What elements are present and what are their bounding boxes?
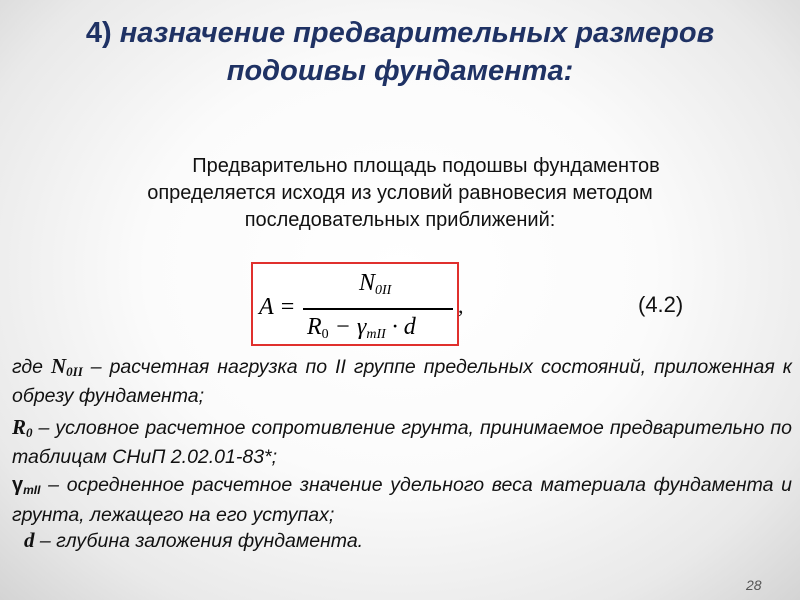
symbol-n0ii: $N_{0II}$ xyxy=(51,354,83,379)
definition-r0: $R_0$ – условное расчетное сопротивление грунта, принимаемое предварительно по таблицам СНиП 2.02.01-83*; xyxy=(12,415,792,468)
intro-line-1: Предварительно площадь подошвы фундаментов xyxy=(192,155,660,177)
intro-line-2: определяется исходя из условий равновесия методом xyxy=(147,182,653,204)
formula-box xyxy=(251,262,459,346)
title-number: 4) xyxy=(85,17,112,49)
symbol-d: d xyxy=(24,528,35,552)
formula-lhs: A = xyxy=(259,294,296,320)
title-line-2: подошвы фундамента: xyxy=(226,55,574,87)
formula-denominator: $R_0 - \gamma_{mII} \cdot d$ xyxy=(307,314,416,342)
symbol-gamma-mii: $\gamma_{mII}$ xyxy=(12,474,41,497)
slide-title xyxy=(0,14,800,90)
title-line-1 xyxy=(0,14,800,52)
page-number: 28 xyxy=(746,577,762,593)
intro-paragraph xyxy=(60,153,740,234)
symbol-r0: $R_0$ xyxy=(12,415,33,440)
definition-n0ii: где $N_{0II}$ – расчетная нагрузка по II группе предельных состояний, приложенная к обрезу фундамента; xyxy=(12,354,792,407)
formula-comma: , xyxy=(458,293,464,318)
definition-d: d – глубина заложения фундамента. xyxy=(24,528,364,552)
intro-line-3: последовательных приближений: xyxy=(244,209,556,231)
definition-gamma-mii: $\gamma_{mII}$ – осредненное расчетное значение удельного веса материала фундамента и грунта, лежащего на его уступах; xyxy=(12,474,792,526)
formula-numerator: $N_{0II}$ xyxy=(359,270,392,298)
fraction-bar xyxy=(303,308,453,310)
title-text-1: назначение предварительных размеров xyxy=(119,17,715,49)
equation-number: (4.2) xyxy=(638,292,684,317)
